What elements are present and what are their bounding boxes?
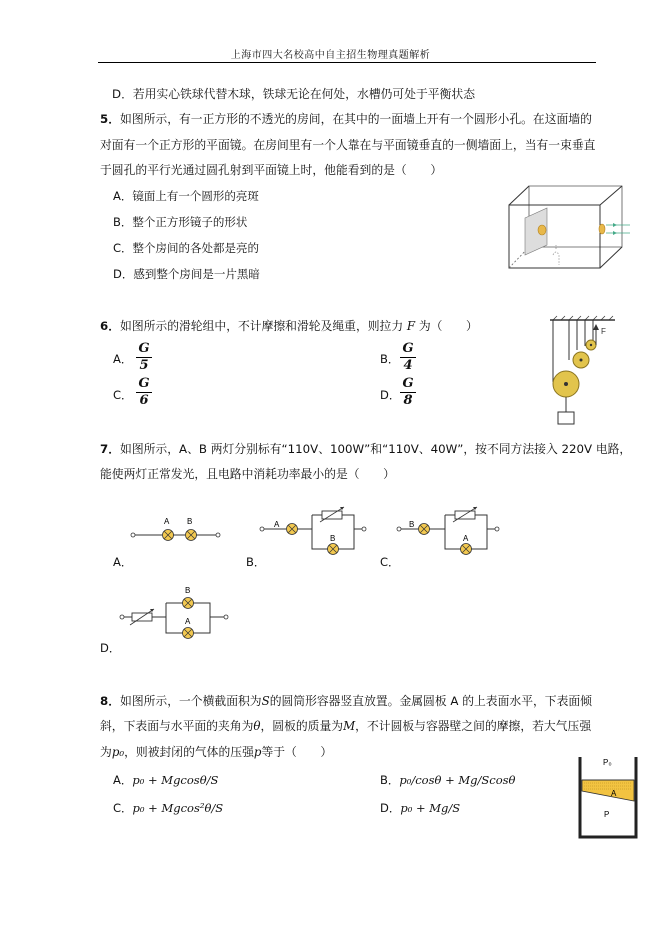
q8-figure-a-label: A	[611, 789, 617, 798]
q8-cylinder-figure	[578, 755, 638, 840]
q6-stem-text: 如图所示的滑轮组中，不计摩擦和滑轮及绳重，则拉力	[120, 319, 404, 333]
q5-line-1	[100, 107, 592, 131]
q7-circuit-a	[128, 515, 223, 545]
q6-option-d-frac: G 8	[400, 377, 416, 408]
q7-d-lamp-b-label: B	[185, 586, 191, 595]
q8-var-theta: θ	[253, 719, 261, 733]
q7-b-lamp-a-label: A	[274, 520, 280, 529]
q5-room-figure	[505, 183, 630, 273]
q6-var-f: F	[406, 319, 416, 333]
q8-line-2	[100, 714, 591, 738]
q6-figure-f-label: F	[601, 327, 606, 336]
q8-option-c: C．p₀ + Mgcos²θ/S	[113, 801, 224, 815]
q8-var-p: p	[253, 745, 262, 759]
q7-line-1	[100, 437, 631, 461]
q5-option-d: D．感到整个房间是一片黑暗	[113, 267, 260, 281]
q8-number: 8．	[100, 694, 121, 708]
q7-option-c-label: C．	[380, 555, 400, 569]
q8-l2a: 斜，下表面与水平面的夹角为	[100, 719, 254, 733]
q6-number: 6．	[100, 319, 121, 333]
q6-option-c-frac: G 6	[136, 377, 152, 408]
q7-b-lamp-b-label: B	[330, 534, 336, 543]
q7-option-d-label: D．	[100, 641, 121, 655]
q6-pulley-figure	[545, 316, 620, 426]
q8-l2b: ，圆板的质量为	[260, 719, 344, 733]
prev-option-d: D．若用实心铁球代替木球，铁球无论在何处，水槽仍可处于平衡状态	[112, 87, 475, 101]
q6-stem-end: 为（ ）	[418, 319, 478, 333]
q8-var-p0: p₀	[111, 745, 125, 759]
q8-l3b: ，则被封闭的气体的压强	[124, 745, 254, 759]
q7-option-a-label: A．	[113, 555, 133, 569]
q7-circuit-c	[395, 505, 505, 560]
q8-option-b: B．p₀/cosθ + Mg/Scosθ	[380, 773, 516, 787]
q6-stem	[100, 314, 478, 338]
q7-circuit-b	[258, 505, 368, 560]
q5-text-1: 如图所示，有一正方形的不透光的房间，在其中的一面墙上开有一个圆形小孔。在这面墙的	[120, 112, 592, 126]
q7-a-lamp-b-label: B	[187, 517, 193, 526]
q5-line-3: 于圆孔的平行光通过圆孔射到平面镜上时，他能看到的是（ ）	[100, 163, 443, 177]
q5-number: 5．	[100, 112, 121, 126]
q8-l3c: 等于（ ）	[261, 745, 333, 759]
q5-option-c: C．整个房间的各处都是亮的	[113, 241, 260, 255]
q5-option-b: B．整个正方形镜子的形状	[113, 215, 248, 229]
q6-option-a-frac: G 5	[136, 342, 152, 373]
q6-option-b-frac: G 4	[400, 342, 416, 373]
q5-option-a: A．镜面上有一个圆形的亮斑	[113, 189, 259, 203]
q8-var-m: M	[343, 719, 356, 733]
header-rule	[98, 62, 596, 63]
q7-c-lamp-b-label: B	[409, 520, 415, 529]
q8-l1a: 如图所示，一个横截面积为	[120, 694, 262, 708]
q8-figure-p0-label: P₀	[603, 758, 612, 767]
q8-line-1	[100, 689, 592, 713]
q8-figure-p-label: P	[604, 810, 610, 819]
q7-a-lamp-a-label: A	[164, 517, 170, 526]
page-header: 上海市四大名校高中自主招生物理真题解析	[230, 50, 431, 61]
q7-c-lamp-a-label: A	[463, 534, 469, 543]
q8-line-3	[100, 740, 332, 764]
q8-l3a: 为	[100, 745, 112, 759]
q7-number: 7．	[100, 442, 121, 456]
q8-l1b: 的圆筒形容器竖直放置。金属圆板 A 的上表面水平，下表面倾	[269, 694, 592, 708]
q8-l2c: ，不计圆板与容器壁之间的摩擦，若大气压强	[355, 719, 592, 733]
q8-option-d: D．p₀ + Mg/S	[380, 801, 461, 815]
q7-text-1: 如图所示，A、B 两灯分别标有“110V、100W”和“110V、40W”，按不同方法接入 220V 电路，	[120, 442, 632, 456]
q8-var-s: S	[261, 694, 270, 708]
q6-option-d-label: D．	[380, 388, 401, 402]
q6-option-a-label: A．	[113, 352, 133, 366]
q6-option-b-label: B．	[380, 352, 400, 366]
q7-option-b-label: B．	[246, 555, 266, 569]
q7-d-lamp-a-label: A	[185, 617, 191, 626]
q8-option-a: A．p₀ + Mgcosθ/S	[113, 773, 219, 787]
q7-line-2: 能使两灯正常发光，且电路中消耗功率最小的是（ ）	[100, 467, 395, 481]
q6-option-c-label: C．	[113, 388, 133, 402]
q7-circuit-d	[118, 585, 233, 645]
q5-line-2: 对面有一个正方形的平面镜。在房间里有一个人靠在与平面镜垂直的一侧墙面上，当有一束垂直	[100, 138, 596, 152]
